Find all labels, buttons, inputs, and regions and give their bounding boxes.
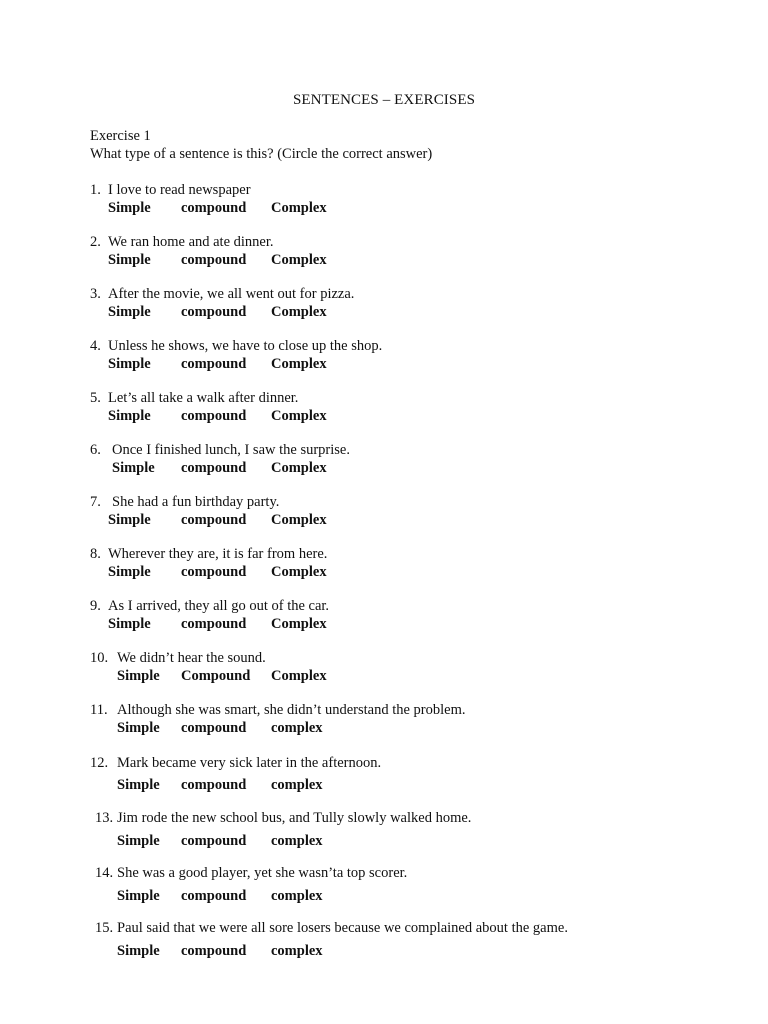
question-number: 14. — [95, 865, 114, 881]
question-text: Mark became very sick later in the afternoon. — [117, 755, 382, 771]
option-complex[interactable]: Complex — [271, 616, 327, 632]
option-compound[interactable]: compound — [181, 564, 247, 580]
option-simple[interactable]: Simple — [108, 304, 151, 320]
question-item — [90, 649, 266, 667]
option-simple[interactable]: Simple — [112, 460, 155, 476]
option-simple[interactable]: Simple — [117, 668, 160, 684]
option-compound[interactable]: compound — [181, 512, 247, 528]
question-number: 4. — [90, 338, 101, 354]
question-text: I love to read newspaper — [108, 182, 251, 198]
option-compound[interactable]: compound — [181, 356, 247, 372]
question-number: 8. — [90, 546, 101, 562]
question-item — [95, 809, 471, 827]
question-item — [95, 864, 407, 882]
question-number: 6. — [90, 442, 101, 458]
option-compound[interactable]: compound — [181, 888, 247, 904]
option-compound[interactable]: compound — [181, 720, 247, 736]
page-title: SENTENCES – EXERCISES — [292, 92, 476, 108]
option-compound[interactable]: Compound — [181, 668, 251, 684]
option-compound[interactable]: compound — [181, 833, 247, 849]
option-compound[interactable]: compound — [181, 408, 247, 424]
option-complex[interactable]: Complex — [271, 356, 327, 372]
question-text: After the movie, we all went out for pizza. — [108, 286, 355, 302]
option-compound[interactable]: compound — [181, 252, 247, 268]
option-simple[interactable]: Simple — [108, 616, 151, 632]
question-number: 10. — [90, 650, 109, 666]
question-text: Although she was smart, she didn’t understand the problem. — [117, 702, 466, 718]
option-compound[interactable]: compound — [181, 200, 247, 216]
question-item — [95, 919, 568, 937]
question-text: Paul said that we were all sore losers because we complained about the game. — [117, 920, 568, 936]
option-complex[interactable]: Complex — [271, 668, 327, 684]
option-simple[interactable]: Simple — [108, 512, 151, 528]
question-text: Unless he shows, we have to close up the shop. — [108, 338, 383, 354]
option-complex[interactable]: Complex — [271, 512, 327, 528]
option-complex[interactable]: complex — [271, 943, 323, 959]
option-compound[interactable]: compound — [181, 616, 247, 632]
option-simple[interactable]: Simple — [108, 200, 151, 216]
option-simple[interactable]: Simple — [117, 777, 160, 793]
question-text: We ran home and ate dinner. — [108, 234, 274, 250]
question-number: 3. — [90, 286, 101, 302]
question-item — [90, 597, 329, 615]
option-compound[interactable]: compound — [181, 460, 247, 476]
option-compound[interactable]: compound — [181, 943, 247, 959]
option-complex[interactable]: Complex — [271, 564, 327, 580]
question-number: 5. — [90, 390, 101, 406]
option-simple[interactable]: Simple — [117, 943, 160, 959]
question-item — [90, 181, 251, 199]
option-simple[interactable]: Simple — [117, 888, 160, 904]
question-item — [90, 754, 381, 772]
option-complex[interactable]: Complex — [271, 252, 327, 268]
instruction-text: What type of a sentence is this? (Circle the correct answer) — [90, 146, 433, 162]
question-number: 11. — [90, 702, 108, 718]
option-compound[interactable]: compound — [181, 304, 247, 320]
option-simple[interactable]: Simple — [108, 356, 151, 372]
question-number: 2. — [90, 234, 101, 250]
question-text: Wherever they are, it is far from here. — [108, 546, 328, 562]
question-text: Once I finished lunch, I saw the surprise. — [112, 442, 350, 458]
option-compound[interactable]: compound — [181, 777, 247, 793]
question-text: As I arrived, they all go out of the car. — [108, 598, 330, 614]
question-number: 1. — [90, 182, 101, 198]
question-item — [90, 441, 350, 459]
option-complex[interactable]: Complex — [271, 460, 327, 476]
question-text: Jim rode the new school bus, and Tully slowly walked home. — [117, 810, 472, 826]
question-text: We didn’t hear the sound. — [117, 650, 266, 666]
question-item — [90, 389, 298, 407]
question-number: 12. — [90, 755, 109, 771]
option-complex[interactable]: complex — [271, 888, 323, 904]
option-simple[interactable]: Simple — [117, 720, 160, 736]
question-number: 9. — [90, 598, 101, 614]
option-complex[interactable]: Complex — [271, 200, 327, 216]
question-item — [90, 701, 465, 719]
option-complex[interactable]: complex — [271, 720, 323, 736]
option-complex[interactable]: complex — [271, 833, 323, 849]
question-item — [90, 285, 354, 303]
option-complex[interactable]: Complex — [271, 304, 327, 320]
question-number: 15. — [95, 920, 114, 936]
option-simple[interactable]: Simple — [108, 252, 151, 268]
option-simple[interactable]: Simple — [117, 833, 160, 849]
question-text: Let’s all take a walk after dinner. — [108, 390, 299, 406]
question-item — [90, 545, 327, 563]
option-simple[interactable]: Simple — [108, 564, 151, 580]
question-item — [90, 337, 382, 355]
question-number: 7. — [90, 494, 101, 510]
question-text: She was a good player, yet she wasn’ta top scorer. — [117, 865, 408, 881]
question-item — [90, 233, 274, 251]
question-item — [90, 493, 279, 511]
question-text: She had a fun birthday party. — [112, 494, 280, 510]
option-complex[interactable]: complex — [271, 777, 323, 793]
exercise-label: Exercise 1 — [90, 128, 151, 144]
option-simple[interactable]: Simple — [108, 408, 151, 424]
option-complex[interactable]: Complex — [271, 408, 327, 424]
question-number: 13. — [95, 810, 114, 826]
